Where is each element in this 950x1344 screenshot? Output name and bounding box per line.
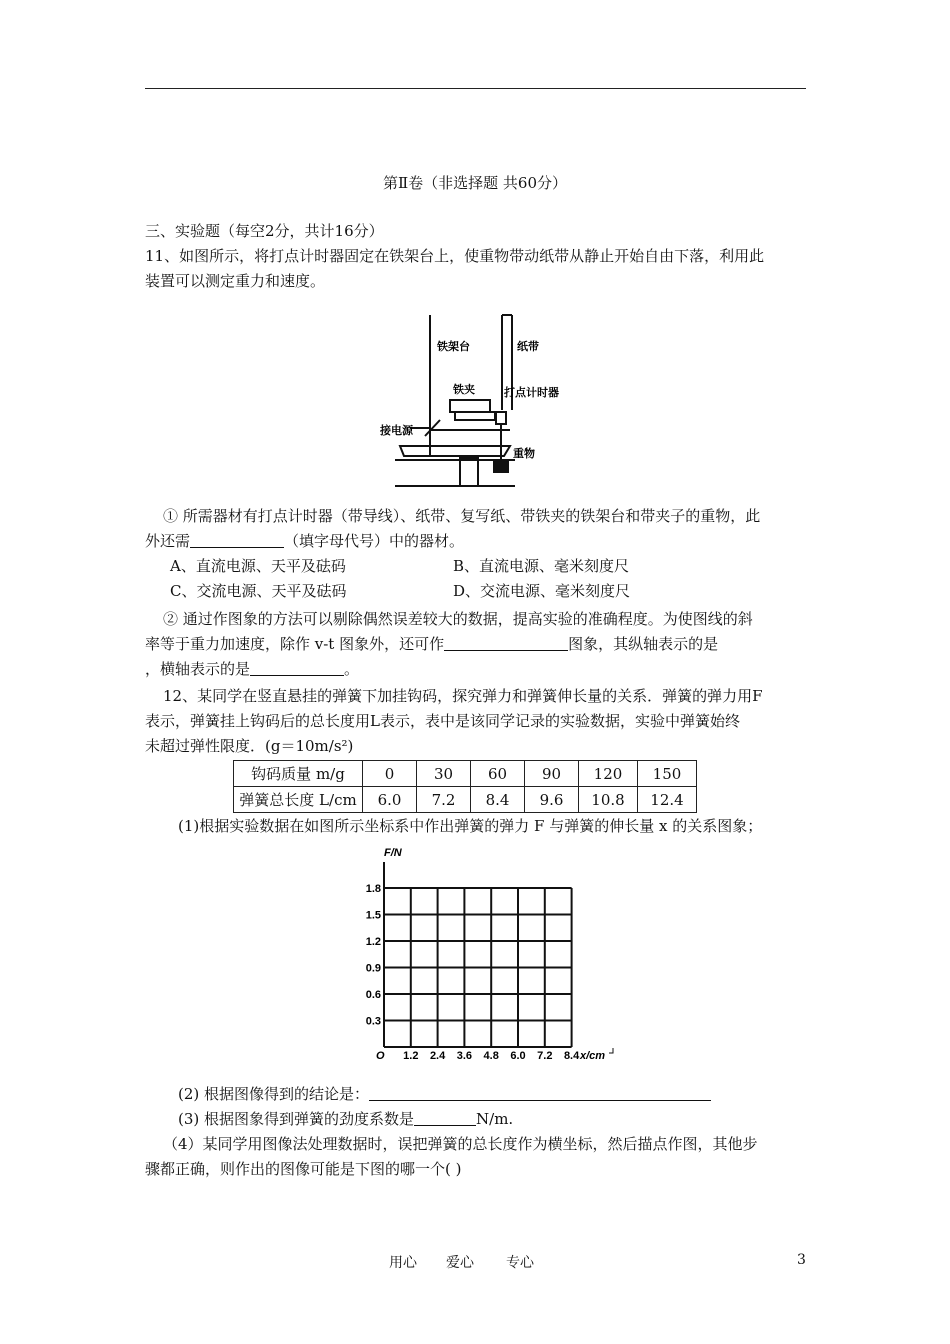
- label-clamp: 铁夹: [453, 384, 475, 396]
- y-tick-label: 0.6: [365, 989, 381, 1001]
- q12-sub3: [178, 1108, 838, 1129]
- apparatus-figure: [380, 310, 560, 490]
- y-tick-label: 1.5: [365, 909, 381, 922]
- table-cell: 6.0: [363, 787, 417, 813]
- q12-sub2-text: (2) 根据图像得到的结论是：: [178, 1085, 370, 1103]
- label-weight: 重物: [513, 448, 535, 460]
- q11-sub2-line3-post: 。: [344, 660, 360, 678]
- x-tick-label: 1.2: [403, 1050, 419, 1062]
- q12-sub3-post: N/m.: [476, 1110, 514, 1128]
- answer-blank-5[interactable]: [414, 1111, 476, 1126]
- table-cell: 9.6: [525, 787, 579, 813]
- x-tick-label: 4.8: [483, 1050, 499, 1062]
- option-c: C、交流电源、天平及砝码: [170, 582, 347, 600]
- q11-sub1-line2: [145, 530, 805, 551]
- label-timer: 打点计时器: [504, 387, 559, 399]
- answer-blank-3[interactable]: [250, 661, 344, 676]
- table-cell: 10.8: [579, 787, 638, 813]
- footer-text-2: 爱心: [446, 1255, 474, 1271]
- q12-sub4-line1: （4）某同学用图像法处理数据时，误把弹簧的总长度作为横坐标，然后描点作图，其他步: [163, 1135, 758, 1153]
- option-d: D、交流电源、毫米刻度尺: [453, 582, 631, 600]
- q12-sub4-line2: 骤都正确，则作出的图像可能是下图的哪一个( ): [145, 1160, 462, 1178]
- q11-sub2-line2: [145, 633, 805, 654]
- y-axis-label: F/N: [384, 847, 402, 859]
- x-axis-label: x/cm: [580, 1050, 606, 1062]
- table-cell: 120: [579, 761, 638, 787]
- x-tick-label: 3.6: [456, 1050, 473, 1062]
- answer-blank-1[interactable]: [190, 533, 284, 548]
- label-power: 接电源: [380, 425, 413, 437]
- q11-sub1-pre: 外还需: [145, 532, 191, 550]
- part-heading: 三、实验题（每空2分，共计16分）: [145, 222, 384, 240]
- row-header-mass: 钩码质量 m/g: [234, 761, 363, 787]
- row-header-length: 弹簧总长度 L/cm: [234, 787, 363, 813]
- y-tick-label: 1.2: [365, 936, 381, 948]
- table-cell: 60: [471, 761, 525, 787]
- table-cell: 90: [525, 761, 579, 787]
- table-cell: 12.4: [638, 787, 697, 813]
- page-number: 3: [797, 1252, 806, 1268]
- return-mark-icon: [609, 1048, 613, 1053]
- x-tick-label: 8.4: [563, 1050, 580, 1062]
- q11-line1: 11、如图所示，将打点计时器固定在铁架台上，使重物带动纸带从静止开始自由下落，利用此: [145, 247, 765, 265]
- table-cell: 0: [363, 761, 417, 787]
- answer-blank-4[interactable]: [369, 1086, 711, 1101]
- y-tick-label: 1.8: [365, 883, 381, 895]
- q11-sub2-line1: ② 通过作图象的方法可以剔除偶然误差较大的数据，提高实验的准确程度。为使图线的斜: [163, 610, 753, 628]
- coordinate-grid: [362, 840, 632, 1065]
- table-cell: 8.4: [471, 787, 525, 813]
- q12-sub3-pre: (3) 根据图象得到弹簧的劲度系数是: [178, 1110, 415, 1128]
- footer-text-1: 用心: [389, 1255, 417, 1271]
- label-tape: 纸带: [517, 341, 539, 353]
- table-cell: 7.2: [417, 787, 471, 813]
- q12-line1: 12、某同学在竖直悬挂的弹簧下加挂钩码，探究弹力和弹簧伸长量的关系．弹簧的弹力用F: [163, 687, 763, 705]
- x-tick-label: 7.2: [537, 1050, 553, 1062]
- section-title: 第Ⅱ卷（非选择题 共60分）: [382, 174, 568, 192]
- q11-sub1-post: （填字母代号）中的器材。: [284, 532, 465, 550]
- q12-line2: 表示，弹簧挂上钩码后的总长度用L表示，表中是该同学记录的实验数据，实验中弹簧始终: [145, 712, 740, 730]
- q12-sub1: (1)根据实验数据在如图所示坐标系中作出弹簧的弹力 F 与弹簧的伸长量 x 的关系图象；: [178, 817, 763, 835]
- y-tick-label: 0.9: [365, 962, 381, 975]
- option-a: A、直流电源、天平及砝码: [170, 557, 346, 575]
- answer-blank-2[interactable]: [444, 636, 568, 651]
- footer-text-3: 专心: [506, 1255, 534, 1271]
- option-b: B、直流电源、毫米刻度尺: [453, 557, 630, 575]
- table-row: [234, 787, 697, 813]
- x-tick-label: 2.4: [429, 1050, 446, 1062]
- x-tick-label: 6.0: [510, 1050, 526, 1062]
- q11-line2: 装置可以测定重力和速度。: [145, 272, 326, 290]
- q11-sub2-line2-post: 图象，其纵轴表示的是: [568, 635, 719, 653]
- q11-sub2-line3-pre: ，横轴表示的是: [145, 660, 251, 678]
- data-table: [233, 760, 697, 813]
- q12-sub2: [178, 1083, 838, 1104]
- table-row: [234, 761, 697, 787]
- table-cell: 150: [638, 761, 697, 787]
- q12-line3: 未超过弹性限度．(g＝10m/s²): [145, 737, 354, 755]
- table-cell: 30: [417, 761, 471, 787]
- header-rule: [145, 88, 806, 89]
- q11-sub2-line3: [145, 658, 805, 679]
- q11-sub1-line1: ① 所需器材有打点计时器（带导线）、纸带、复写纸、带铁夹的铁架台和带夹子的重物，此: [163, 507, 761, 525]
- q11-sub2-line2-pre: 率等于重力加速度，除作 v-t 图象外，还可作: [145, 635, 445, 653]
- label-stand: 铁架台: [437, 341, 470, 353]
- y-tick-label: 0.3: [365, 1015, 381, 1028]
- origin-label: O: [376, 1050, 385, 1062]
